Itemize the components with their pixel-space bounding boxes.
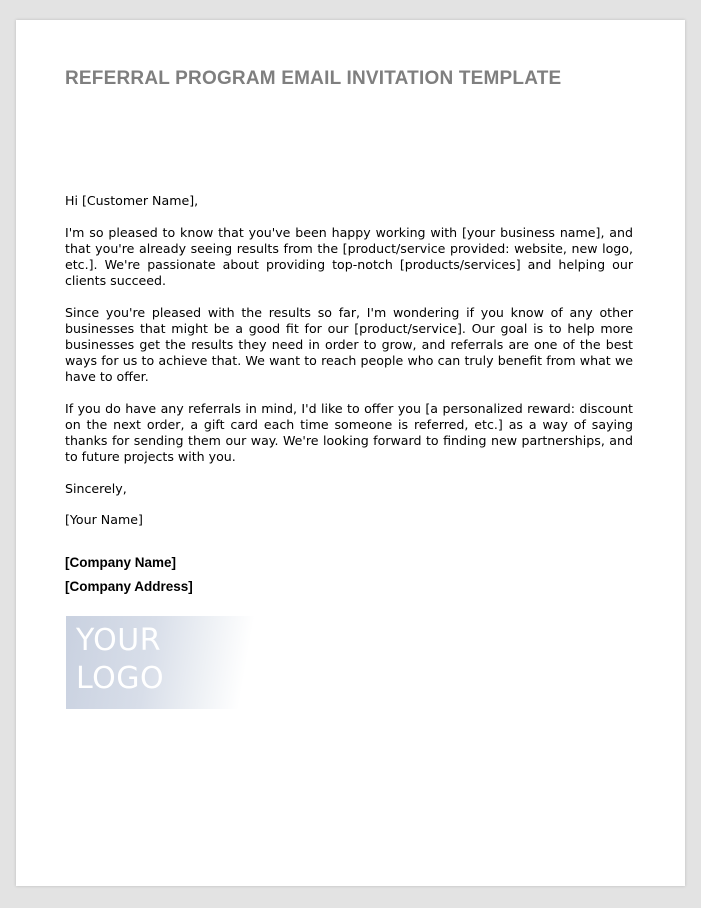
logo-placeholder [66,616,286,709]
paragraph-1: I'm so pleased to know that you've been happy working with [your business name], and that you're already seeing results from the [product/service provided: website, new logo, etc.]. We're passionate about providing top-notch [products/services] and helping our clients succeed. [65,225,633,288]
signature-name: [Your Name] [65,512,143,527]
paragraph-3: If you do have any referrals in mind, I'd like to offer you [a personalized reward: discount on the next order, a gift card each time someone is referred, etc.] as a way of saying thanks for sending them our way. We're looking forward to finding new partnerships, and to future projects with you. [65,401,633,464]
greeting: Hi [Customer Name], [65,193,199,208]
document-title: REFERRAL PROGRAM EMAIL INVITATION TEMPLATE [65,68,562,89]
paragraph-2: Since you're pleased with the results so far, I'm wondering if you know of any other businesses that might be a good fit for our [product/service]. Our goal is to help more businesses get the results they need in order to grow, and referrals are one of the best ways for us to achieve that. We want to reach people who can truly benefit from what we have to offer. [65,305,633,384]
document-page [16,20,685,886]
company-address: [Company Address] [65,579,193,594]
letter-body [65,193,633,603]
company-name: [Company Name] [65,555,177,570]
logo-text-line-2: LOGO [76,661,165,696]
logo-text-line-1: YOUR [76,623,162,658]
closing: Sincerely, [65,481,127,496]
